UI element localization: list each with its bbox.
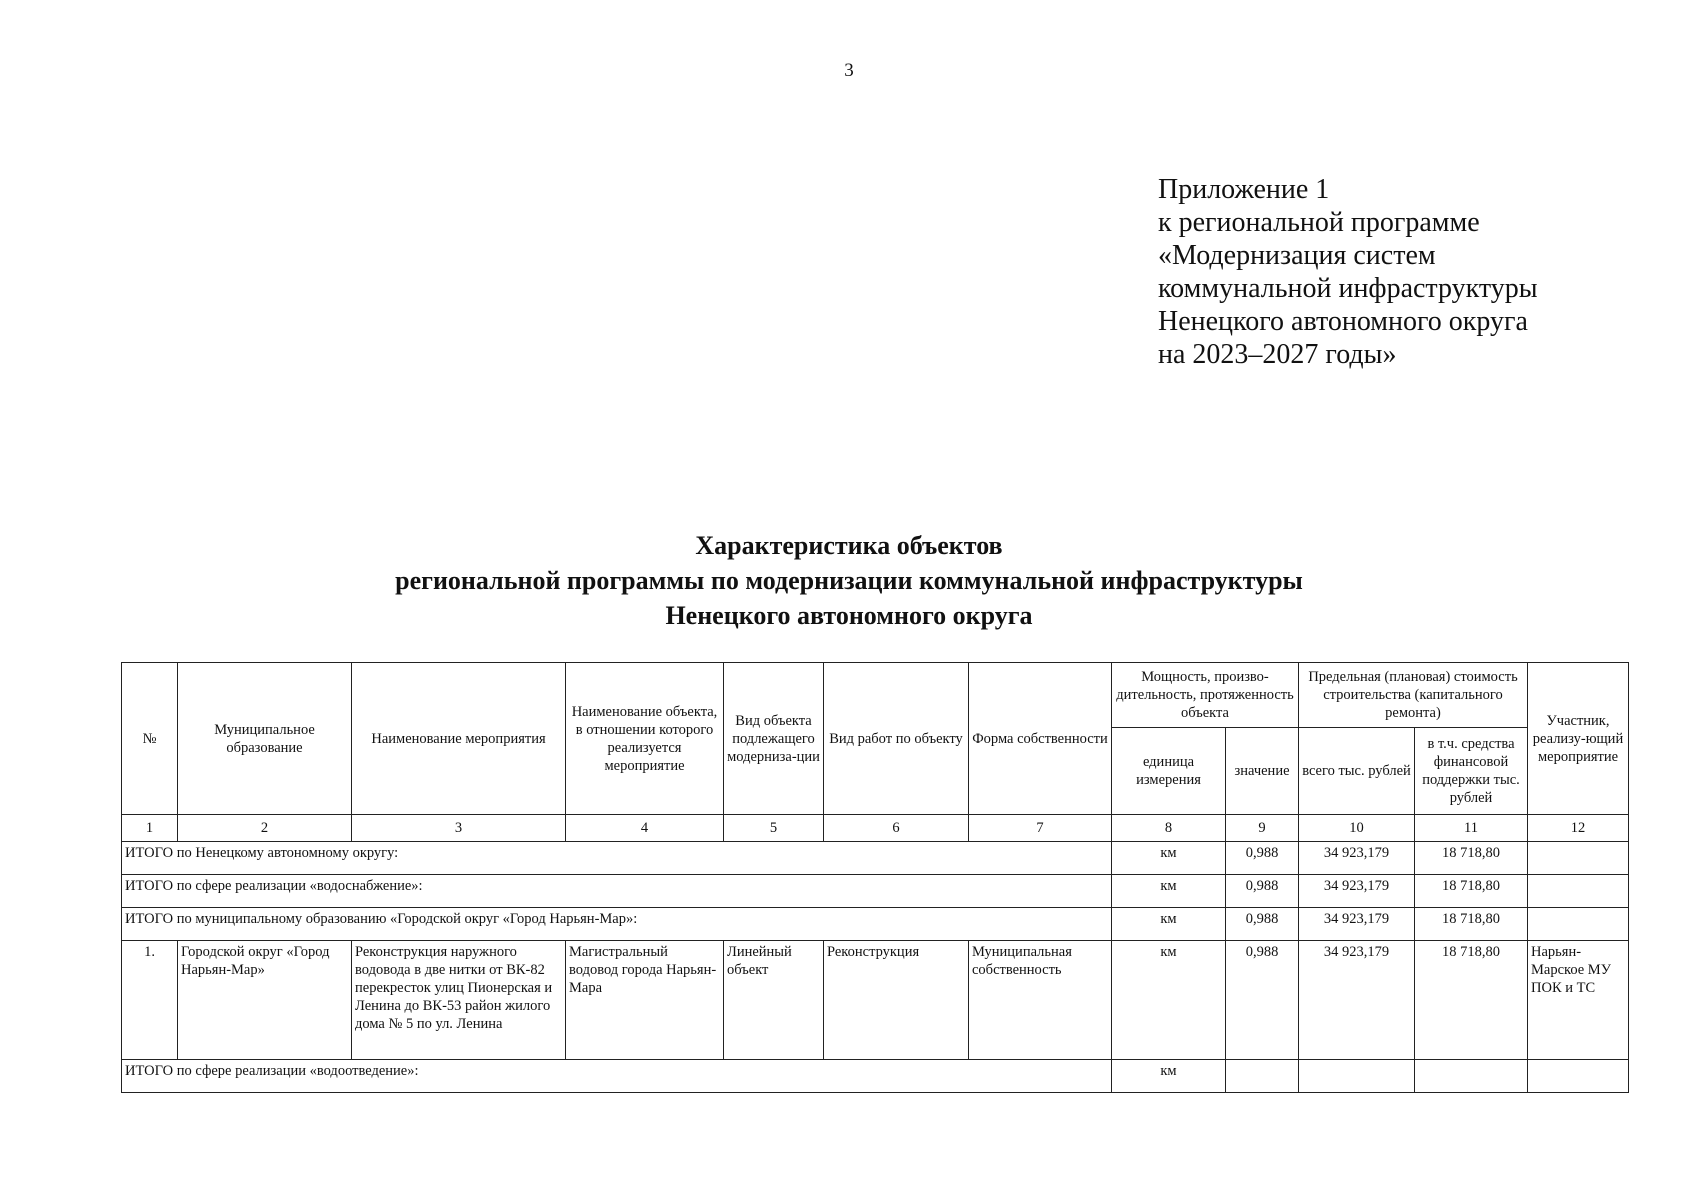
item-participant: Нарьян-Марское МУ ПОК и ТС xyxy=(1528,941,1629,1060)
column-number: 6 xyxy=(824,815,969,842)
total-label: ИТОГО по сфере реализации «водоотведение»: xyxy=(122,1060,1112,1093)
total-participant xyxy=(1528,875,1629,908)
header-no: № xyxy=(122,663,178,815)
item-event-name: Реконструкция наружного водовода в две нитки от ВК-82 перекресток улиц Пионерская и Ленина до ВК-53 район жилого дома № 5 по ул. Ленина xyxy=(352,941,566,1060)
total-value: 0,988 xyxy=(1226,875,1299,908)
title-line: региональной программы по модернизации коммунальной инфраструктуры xyxy=(395,566,1303,595)
item-work-type: Реконструкция xyxy=(824,941,969,1060)
header-unit: единица измерения xyxy=(1112,728,1226,815)
header-event-name: Наименование мероприятия xyxy=(352,663,566,815)
total-participant xyxy=(1528,842,1629,875)
total-label: ИТОГО по муниципальному образованию «Городской округ «Город Нарьян-Мар»: xyxy=(122,908,1112,941)
total-value: 0,988 xyxy=(1226,842,1299,875)
total-row-water-supply xyxy=(122,875,1629,908)
appendix-line: на 2023–2027 годы» xyxy=(1158,339,1397,370)
header-object-name: Наименование объекта, в отношении которого реализуется мероприятие xyxy=(566,663,724,815)
document-title xyxy=(0,528,1698,633)
total-unit: км xyxy=(1112,1060,1226,1093)
item-no: 1. xyxy=(122,941,178,1060)
column-number: 7 xyxy=(969,815,1112,842)
item-cost-support: 18 718,80 xyxy=(1415,941,1528,1060)
column-number: 10 xyxy=(1299,815,1415,842)
total-cost-total: 34 923,179 xyxy=(1299,908,1415,941)
total-label: ИТОГО по сфере реализации «водоснабжение»: xyxy=(122,875,1112,908)
item-value: 0,988 xyxy=(1226,941,1299,1060)
header-value: значение xyxy=(1226,728,1299,815)
header-work-type: Вид работ по объекту xyxy=(824,663,969,815)
appendix-line: к региональной программе xyxy=(1158,207,1480,238)
appendix-line: «Модернизация систем xyxy=(1158,240,1436,271)
column-number: 5 xyxy=(724,815,824,842)
header-capacity-group: Мощность, произво-дительность, протяженность объекта xyxy=(1112,663,1299,728)
total-cost-support xyxy=(1415,1060,1528,1093)
column-number-row xyxy=(122,815,1629,842)
total-row-district xyxy=(122,842,1629,875)
header-municipality: Муниципальное образование xyxy=(178,663,352,815)
appendix-line: коммунальной инфраструктуры xyxy=(1158,273,1538,304)
column-number: 4 xyxy=(566,815,724,842)
total-label: ИТОГО по Ненецкому автономному округу: xyxy=(122,842,1112,875)
total-participant xyxy=(1528,1060,1629,1093)
column-number: 11 xyxy=(1415,815,1528,842)
title-line: Характеристика объектов xyxy=(695,531,1003,560)
header-cost-total: всего тыс. рублей xyxy=(1299,728,1415,815)
total-cost-support: 18 718,80 xyxy=(1415,842,1528,875)
header-cost-support: в т.ч. средства финансовой поддержки тыс. рублей xyxy=(1415,728,1528,815)
appendix-line: Приложение 1 xyxy=(1158,174,1330,205)
column-number: 8 xyxy=(1112,815,1226,842)
total-cost-total xyxy=(1299,1060,1415,1093)
total-unit: км xyxy=(1112,908,1226,941)
total-cost-total: 34 923,179 xyxy=(1299,875,1415,908)
item-ownership: Муниципальная собственность xyxy=(969,941,1112,1060)
header-row xyxy=(122,663,1629,728)
item-object-name: Магистральный водовод города Нарьян-Мара xyxy=(566,941,724,1060)
header-cost-group: Предельная (плановая) стоимость строительства (капитального ремонта) xyxy=(1299,663,1528,728)
column-number: 9 xyxy=(1226,815,1299,842)
total-cost-support: 18 718,80 xyxy=(1415,908,1528,941)
appendix-block xyxy=(1158,173,1538,371)
column-number: 2 xyxy=(178,815,352,842)
item-municipality: Городской округ «Город Нарьян-Мар» xyxy=(178,941,352,1060)
total-value xyxy=(1226,1060,1299,1093)
title-line: Ненецкого автономного округа xyxy=(665,601,1033,630)
header-participant: Участник, реализу-ющий мероприятие xyxy=(1528,663,1629,815)
column-number: 3 xyxy=(352,815,566,842)
header-ownership: Форма собственности xyxy=(969,663,1112,815)
total-cost-support: 18 718,80 xyxy=(1415,875,1528,908)
total-unit: км xyxy=(1112,842,1226,875)
item-object-type: Линейный объект xyxy=(724,941,824,1060)
table-row xyxy=(122,941,1629,1060)
column-number: 1 xyxy=(122,815,178,842)
appendix-line: Ненецкого автономного округа xyxy=(1158,306,1528,337)
column-number: 12 xyxy=(1528,815,1629,842)
total-cost-total: 34 923,179 xyxy=(1299,842,1415,875)
total-value: 0,988 xyxy=(1226,908,1299,941)
total-participant xyxy=(1528,908,1629,941)
objects-table xyxy=(121,662,1629,1093)
total-unit: км xyxy=(1112,875,1226,908)
page-number: 3 xyxy=(844,60,854,81)
item-unit: км xyxy=(1112,941,1226,1060)
header-object-type: Вид объекта подлежащего модерниза-ции xyxy=(724,663,824,815)
total-row-municipality xyxy=(122,908,1629,941)
total-row-sewerage xyxy=(122,1060,1629,1093)
item-cost-total: 34 923,179 xyxy=(1299,941,1415,1060)
